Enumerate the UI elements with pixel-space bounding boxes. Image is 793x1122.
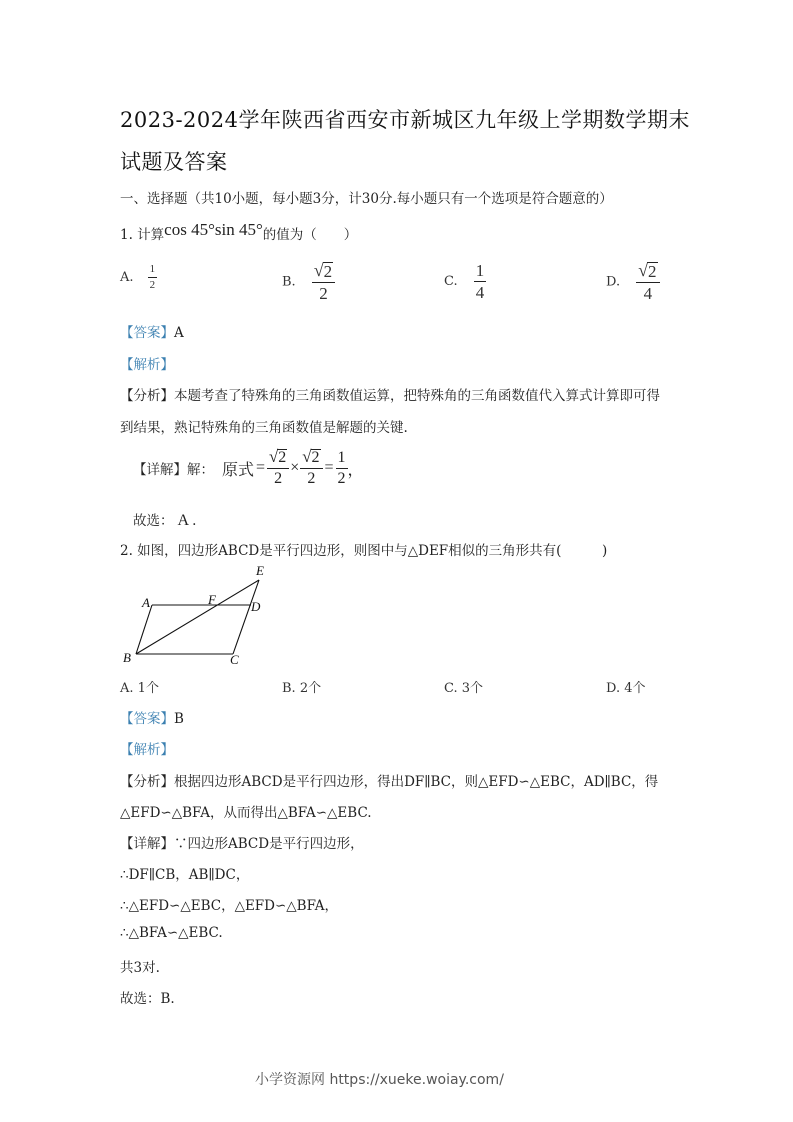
fenxi-text: 本题考查了特殊角的三角函数值运算，把特殊角的三角函数值代入算式计算即可得 (174, 388, 660, 404)
option-label: B. (282, 274, 296, 290)
q2-choose: 故选：B. (120, 991, 175, 1007)
answer-value: A (174, 325, 184, 341)
question-1-expression: cos 45°sin 45° (164, 220, 263, 239)
answer-tag: 【答案】 (120, 711, 174, 727)
q1-option-c (444, 262, 486, 301)
q2-answer (120, 707, 184, 727)
point-d-label: D (251, 599, 261, 614)
numerator: 1 (336, 450, 348, 469)
document-title-line1: 2023-2024学年陕西省西安市新城区九年级上学期数学期末 (120, 108, 690, 132)
fraction (300, 449, 322, 487)
q2-option-a (120, 677, 159, 696)
q1-option-d (606, 262, 660, 302)
option-label: C. (444, 681, 458, 696)
numerator: 2 (278, 449, 287, 466)
choose-label: 故选： (133, 513, 174, 529)
fenxi-text: 根据四边形ABCD是平行四边形，得出DF∥BC，则△EFD∽△EBC，AD∥BC，得 (174, 774, 659, 790)
point-f-label: F (208, 592, 216, 607)
sqrt-icon: √ 2 (269, 447, 287, 466)
option-text: 2个 (299, 681, 322, 696)
q1-analysis-tag: 【解析】 (120, 357, 174, 373)
numerator: 2 (648, 262, 657, 281)
sqrt-icon: √ 2 (638, 260, 657, 281)
equals-sign: = (324, 459, 334, 476)
option-label: B. (282, 681, 296, 696)
denominator: 4 (475, 283, 485, 302)
q2-detail (120, 832, 364, 852)
point-a-label: A (142, 595, 150, 610)
xiangjie-tag: 【详解】 (120, 836, 174, 852)
option-text: 1个 (137, 681, 159, 696)
q2-fenxi-line1 (120, 770, 658, 790)
q1-choose (133, 509, 196, 530)
question-1-prefix: 1. 计算 (120, 227, 165, 243)
q2-proof-line-1: ∴DF∥CB，AB∥DC， (120, 867, 250, 883)
q2-option-c (444, 677, 483, 696)
q1-formula (222, 449, 364, 487)
q1-fenxi-line1 (120, 384, 660, 404)
xiangjie-prefix: 解： (187, 462, 214, 478)
footer-watermark: 小学资源网 https://xueke.woiay.com/ (255, 1072, 504, 1088)
parallelogram-figure (118, 560, 278, 670)
numerator: 1 (475, 261, 485, 280)
q2-total: 共3对. (120, 960, 160, 976)
denominator: 2 (319, 284, 328, 303)
option-label: D. (606, 681, 621, 696)
fenxi-tag: 【分析】 (120, 774, 174, 790)
question-1-stem (120, 220, 358, 244)
q1-option-b (282, 262, 335, 302)
choose-tail: . (192, 513, 197, 529)
q2-fenxi-line2: △EFD∽△BFA，从而得出△BFA∽△EBC. (120, 805, 372, 821)
denominator: 2 (307, 470, 316, 487)
point-c-label: C (230, 652, 239, 667)
q2-analysis-tag: 【解析】 (120, 742, 174, 758)
option-text: 3个 (461, 681, 484, 696)
question-2-stem: 2. 如图，四边形ABCD是平行四边形，则图中与△DEF相似的三角形共有( ) (120, 543, 608, 559)
sqrt-icon: √ 2 (302, 447, 320, 466)
option-label: C. (444, 274, 458, 289)
answer-tag: 【答案】 (120, 325, 174, 341)
answer-value: B (174, 711, 184, 727)
q2-proof-line-3: ∴△BFA∽△EBC. (120, 925, 223, 941)
option-label: A. (120, 681, 134, 696)
equals-sign: = (256, 459, 266, 476)
point-b-label: B (123, 650, 131, 665)
times-sign: × (290, 459, 300, 476)
question-1-suffix: 的值为（ ） (262, 227, 358, 243)
q2-option-b (282, 677, 321, 696)
formula-tail: ， (347, 461, 364, 479)
document-title-line2: 试题及答案 (120, 150, 228, 174)
option-label: A. (120, 270, 134, 285)
numerator: 2 (311, 449, 320, 466)
section-header: 一、选择题（共10小题，每小题3分，计30分.每小题只有一个选项是符合题意的） (120, 191, 613, 207)
denominator: 2 (337, 469, 346, 487)
numerator: 2 (323, 262, 333, 281)
fraction (267, 449, 289, 487)
fenxi-tag: 【分析】 (120, 388, 174, 404)
numerator: 1 (148, 264, 158, 278)
denominator: 4 (643, 284, 653, 303)
xiangjie-text: ∵四边形ABCD是平行四边形， (174, 836, 364, 852)
q1-detail (133, 449, 364, 487)
xiangjie-tag: 【详解】 (133, 462, 187, 478)
fraction (474, 262, 487, 301)
option-label: D. (606, 274, 621, 290)
q2-proof-line-2: ∴△EFD∽△EBC，△EFD∽△BFA， (120, 898, 339, 914)
formula-lhs: 原式 (222, 461, 255, 479)
q1-option-a (120, 264, 157, 291)
fraction (148, 264, 158, 291)
fraction (336, 450, 348, 487)
point-e-label: E (256, 563, 264, 578)
q1-answer (120, 321, 184, 341)
denominator: 2 (274, 470, 283, 487)
fraction (312, 262, 335, 302)
choose-value: A (177, 512, 190, 529)
option-text: 4个 (624, 681, 646, 696)
sqrt-icon: √ 2 (313, 260, 333, 281)
q2-option-d (606, 677, 646, 696)
fraction (636, 262, 659, 302)
q1-fenxi-line2: 到结果，熟记特殊角的三角函数值是解题的关键. (120, 420, 408, 436)
denominator: 2 (149, 279, 156, 291)
